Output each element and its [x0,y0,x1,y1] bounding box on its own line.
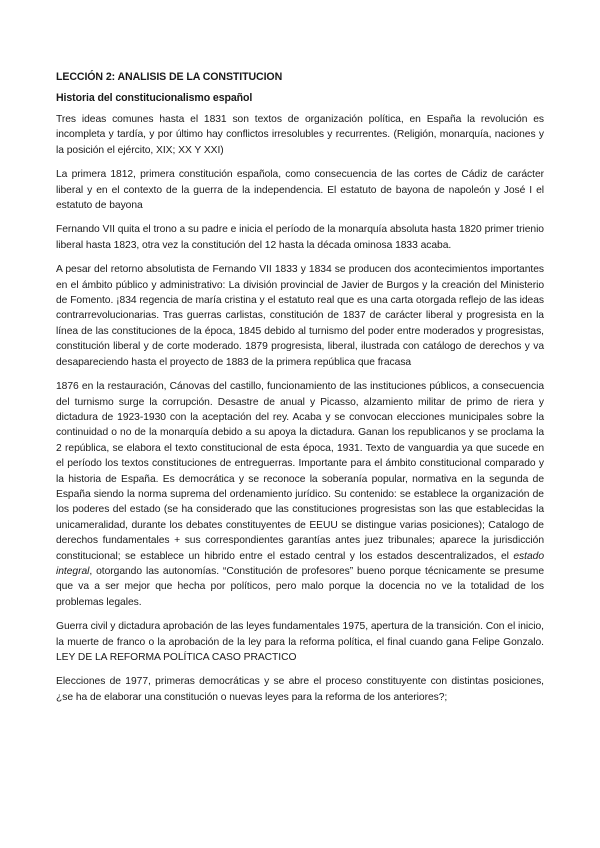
restoration-text: 1876 en la restauración, Cánovas del castillo, funcionamiento de las instituciones públicos, a consecuencia del turnismo surge la corrupción. Desastre de anual y Picasso, alzamiento militar de primo de riera y dictadura de 1923-1930 con la aceptación del rey. Acaba y se convocan elecciones municipales sobre la continuidad o no de la monarquía debido a su apoya la dictadura. Ganan los republicanos y se proclama la 2 república, se elabora el texto constitucional de esta época, 1931. Texto de vanguardia ya que sucede en el período los textos constituciones de entreguerras. Importante para el ámbito constitucional comparado y la historia de España. Es democrática y se reconoce la soberanía popular, normativa en la segunda de España siendo la norma suprema del ordenamiento jurídico. Su contenido: se establece la organización de los poderes del estado (se ha considerado que las constituciones progresistas son las que establecidas la unicameralidad, durante los debates constituyentes de EEUU se distingue varias posiciones); Catalogo de derechos fundamentales + sus correspondientes garantías antes juez tribunales; aparece la jurisdicción constitucional; se establece un hibrido entre el estado central y los estados descentralizados, el [56,381,544,562]
paragraph-elections-1977: Elecciones de 1977, primeras democráticas y se abre el proceso constituyente con distintas posiciones, ¿se ha de elaborar una constitución o nuevas leyes para la reforma de los anteriores?; [56,676,544,703]
section-subtitle: Historia del constitucionalismo español [56,92,253,104]
paragraph-restoration [56,379,544,610]
paragraph-1812: La primera 1812, primera constitución española, como consecuencia de las cortes de Cádiz de carácter liberal y en el contexto de la guerra de la independencia. El estatuto de bayona de napoleón y José I el estatuto de bayona [56,169,544,212]
paragraph-absolutist-return: A pesar del retorno absolutista de Fernando VII 1833 y 1834 se producen dos acontecimientos importantes en el ámbito público y administrativo: La división provincial de Javier de Burgos y la creación del Ministerio de Fomento. ¡834 regencia de maría cristina y el estatuto real que es una carta otorgada reflejo de las ideas contrarrevolucionarias. Tras guerras carlistas, constitución de 1837 de carácter liberal y progresista en la línea de las constituciones de la época, 1845 debido al turnismo del poder entre moderados y progresistas, constitución liberal y de corte moderado. 1879 progresista, liberal, ilustrada con catálogo de derechos y va desapareciendo hasta el proyecto de 1883 de la primera república que fracasa [56,264,544,368]
paragraph-civil-war: Guerra civil y dictadura aprobación de las leyes fundamentales 1975, apertura de la transición. Con el inicio, la muerte de franco o la aprobación de la ley para la reforma política, el final cuando gana Felipe Gonzalo. LEY DE LA REFORMA POLÍTICA CASO PRACTICO [56,621,544,663]
restoration-text-end: , otorgando las autonomías. “Constitución de profesores” bueno porque técnicamente se presume que va a ser mejor que hecha por políticos, pero malo porque la docencia no ve la totalidad de los problemas legales. [56,565,544,608]
lesson-title: LECCIÓN 2: ANALISIS DE LA CONSTITUCION [56,71,283,83]
document-page [56,70,544,714]
paragraph-fernando-vii: Fernando VII quita el trono a su padre e inicia el período de la monarquía absoluta hasta 1820 primer trienio liberal hasta 1823, otra vez la constitución del 12 hasta la década ominosa 1833 acaba. [56,224,544,251]
paragraph-common-ideas: Tres ideas comunes hasta el 1831 son textos de organización política, en España la revolución es incompleta y tardía, y por último hay conflictos irresolubles y recurrentes. (Religión, monarquía, naciones y la posición el ejército, XIX; XX Y XXI) [56,114,544,156]
estado-integral-term: estado integral [56,550,544,577]
